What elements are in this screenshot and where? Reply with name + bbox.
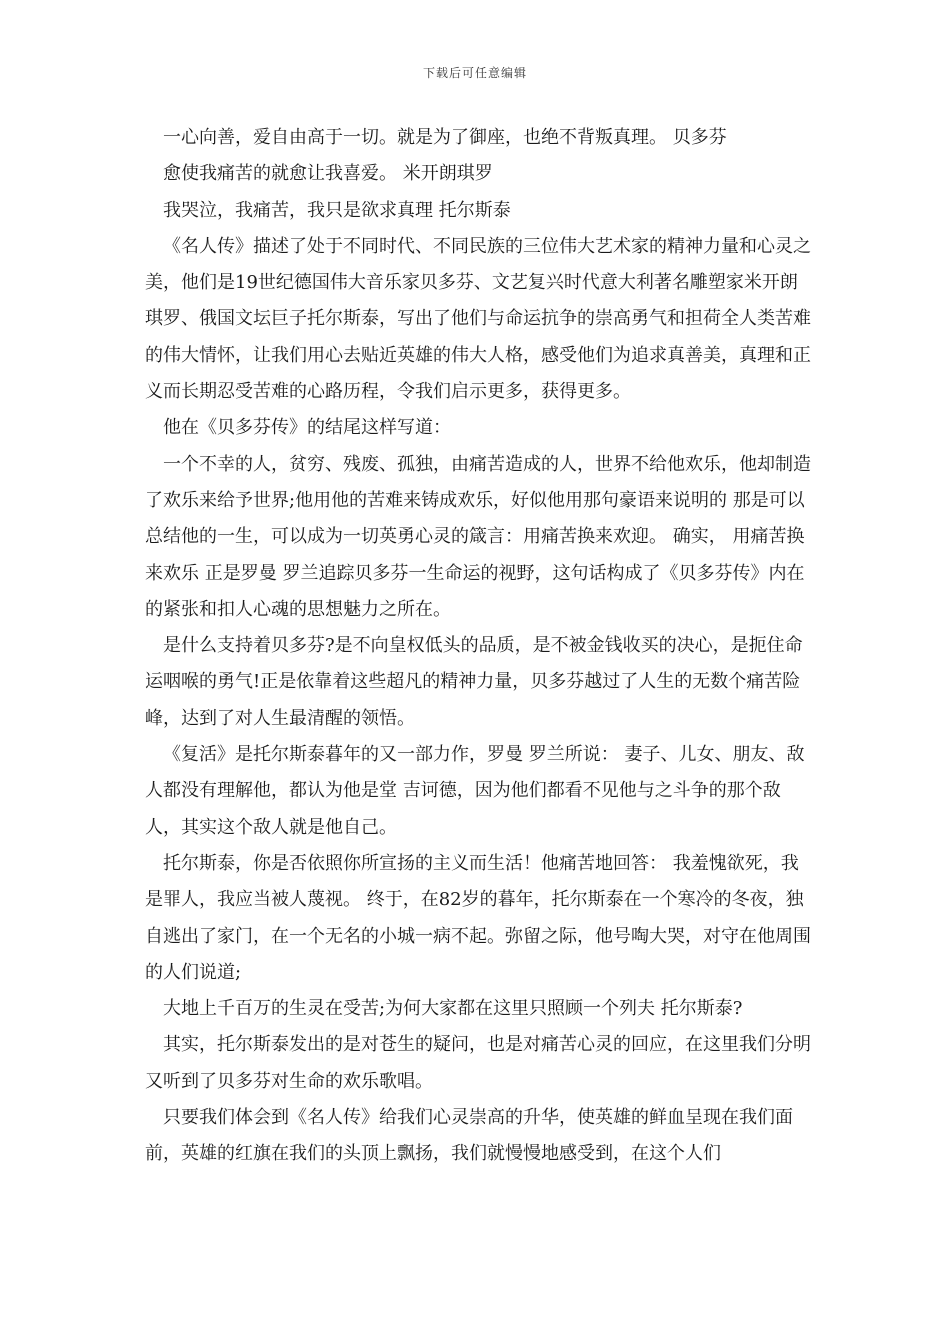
- paragraph-tolstoy-reflection: 其实，托尔斯泰发出的是对苍生的疑问，也是对痛苦心灵的回应，在这里我们分明又听到了贝多芬对生命的欢乐歌唱。: [145, 1034, 811, 1092]
- paragraph-beethoven-support: 是什么支持着贝多芬?是不向皇权低头的品质，是不被金钱收买的决心，是扼住命运咽喉的勇气!正是依靠着这些超凡的精神力量，贝多芬越过了人生的无数个痛苦险峰，达到了对人生最清醒的领悟。: [145, 635, 803, 729]
- document-body: [145, 120, 811, 1173]
- paragraph-beethoven-ending-intro: 他在《贝多芬传》的结尾这样写道：: [163, 417, 451, 439]
- quote-michelangelo: 愈使我痛苦的就愈让我喜爱。 米开朗琪罗: [163, 163, 493, 185]
- paragraph-beethoven-ending-quote: 一个不幸的人，贫穷、残废、孤独，由痛苦造成的人，世界不给他欢乐，他却制造了欢乐来给予世界;他用他的苦难来铸成欢乐，好似他用那句豪语来说明的 那是可以总结他的一生，可以成为一切英勇心灵的箴言：用痛苦换来欢迎。 确实， 用痛苦换来欢乐 正是罗曼 罗兰追踪贝多芬一生命运的视野，这句话构成了《贝多芬传》内在的紧张和扣人心魂的思想魅力之所在。: [145, 453, 811, 620]
- quote-tolstoy: 我哭泣，我痛苦，我只是欲求真理 托尔斯泰: [163, 199, 511, 221]
- paragraph-conclusion: 只要我们体会到《名人传》给我们心灵崇高的升华，使英雄的鲜血呈现在我们面前，英雄的红旗在我们的头顶上飘扬，我们就慢慢地感受到，在这个人们: [145, 1107, 793, 1165]
- quote-beethoven: 一心向善，爱自由高于一切。就是为了御座，也绝不背叛真理。 贝多芬: [163, 127, 727, 148]
- paragraph-tolstoy-last-words: 大地上千百万的生灵在受苦;为何大家都在这里只照顾一个列夫 托尔斯泰?: [163, 998, 743, 1020]
- paragraph-resurrection: 《复活》是托尔斯泰暮年的又一部力作，罗曼 罗兰所说： 妻子、儿女、朋友、敌人都没有理解他，都认为他是堂 吉诃德，因为他们都看不见他与之斗争的那个敌人，其实这个敌人就是他自己。: [145, 744, 805, 838]
- page-header-note: 下载后可任意编辑: [422, 66, 527, 80]
- paragraph-tolstoy-answer: 托尔斯泰，你是否依照你所宣扬的主义而生活！他痛苦地回答： 我羞愧欲死，我是罪人，我应当被人蔑视。 终于，在82岁的暮年，托尔斯泰在一个寒冷的冬夜，独自逃出了家门，在一个无名的小城一病不起。弥留之际，他号啕大哭，对守在他周围的人们说道;: [145, 852, 811, 983]
- paragraph-book-summary: 《名人传》描述了处于不同时代、不同民族的三位伟大艺术家的精神力量和心灵之美，他们是19世纪德国伟大音乐家贝多芬、文艺复兴时代意大利著名雕塑家米开朗琪罗、俄国文坛巨子托尔斯泰，写出了他们与命运抗争的崇高勇气和担荷全人类苦难的伟大情怀，让我们用心去贴近英雄的伟大人格，感受他们为追求真善美，真理和正义而长期忍受苦难的心路历程，令我们启示更多，获得更多。: [145, 235, 811, 403]
